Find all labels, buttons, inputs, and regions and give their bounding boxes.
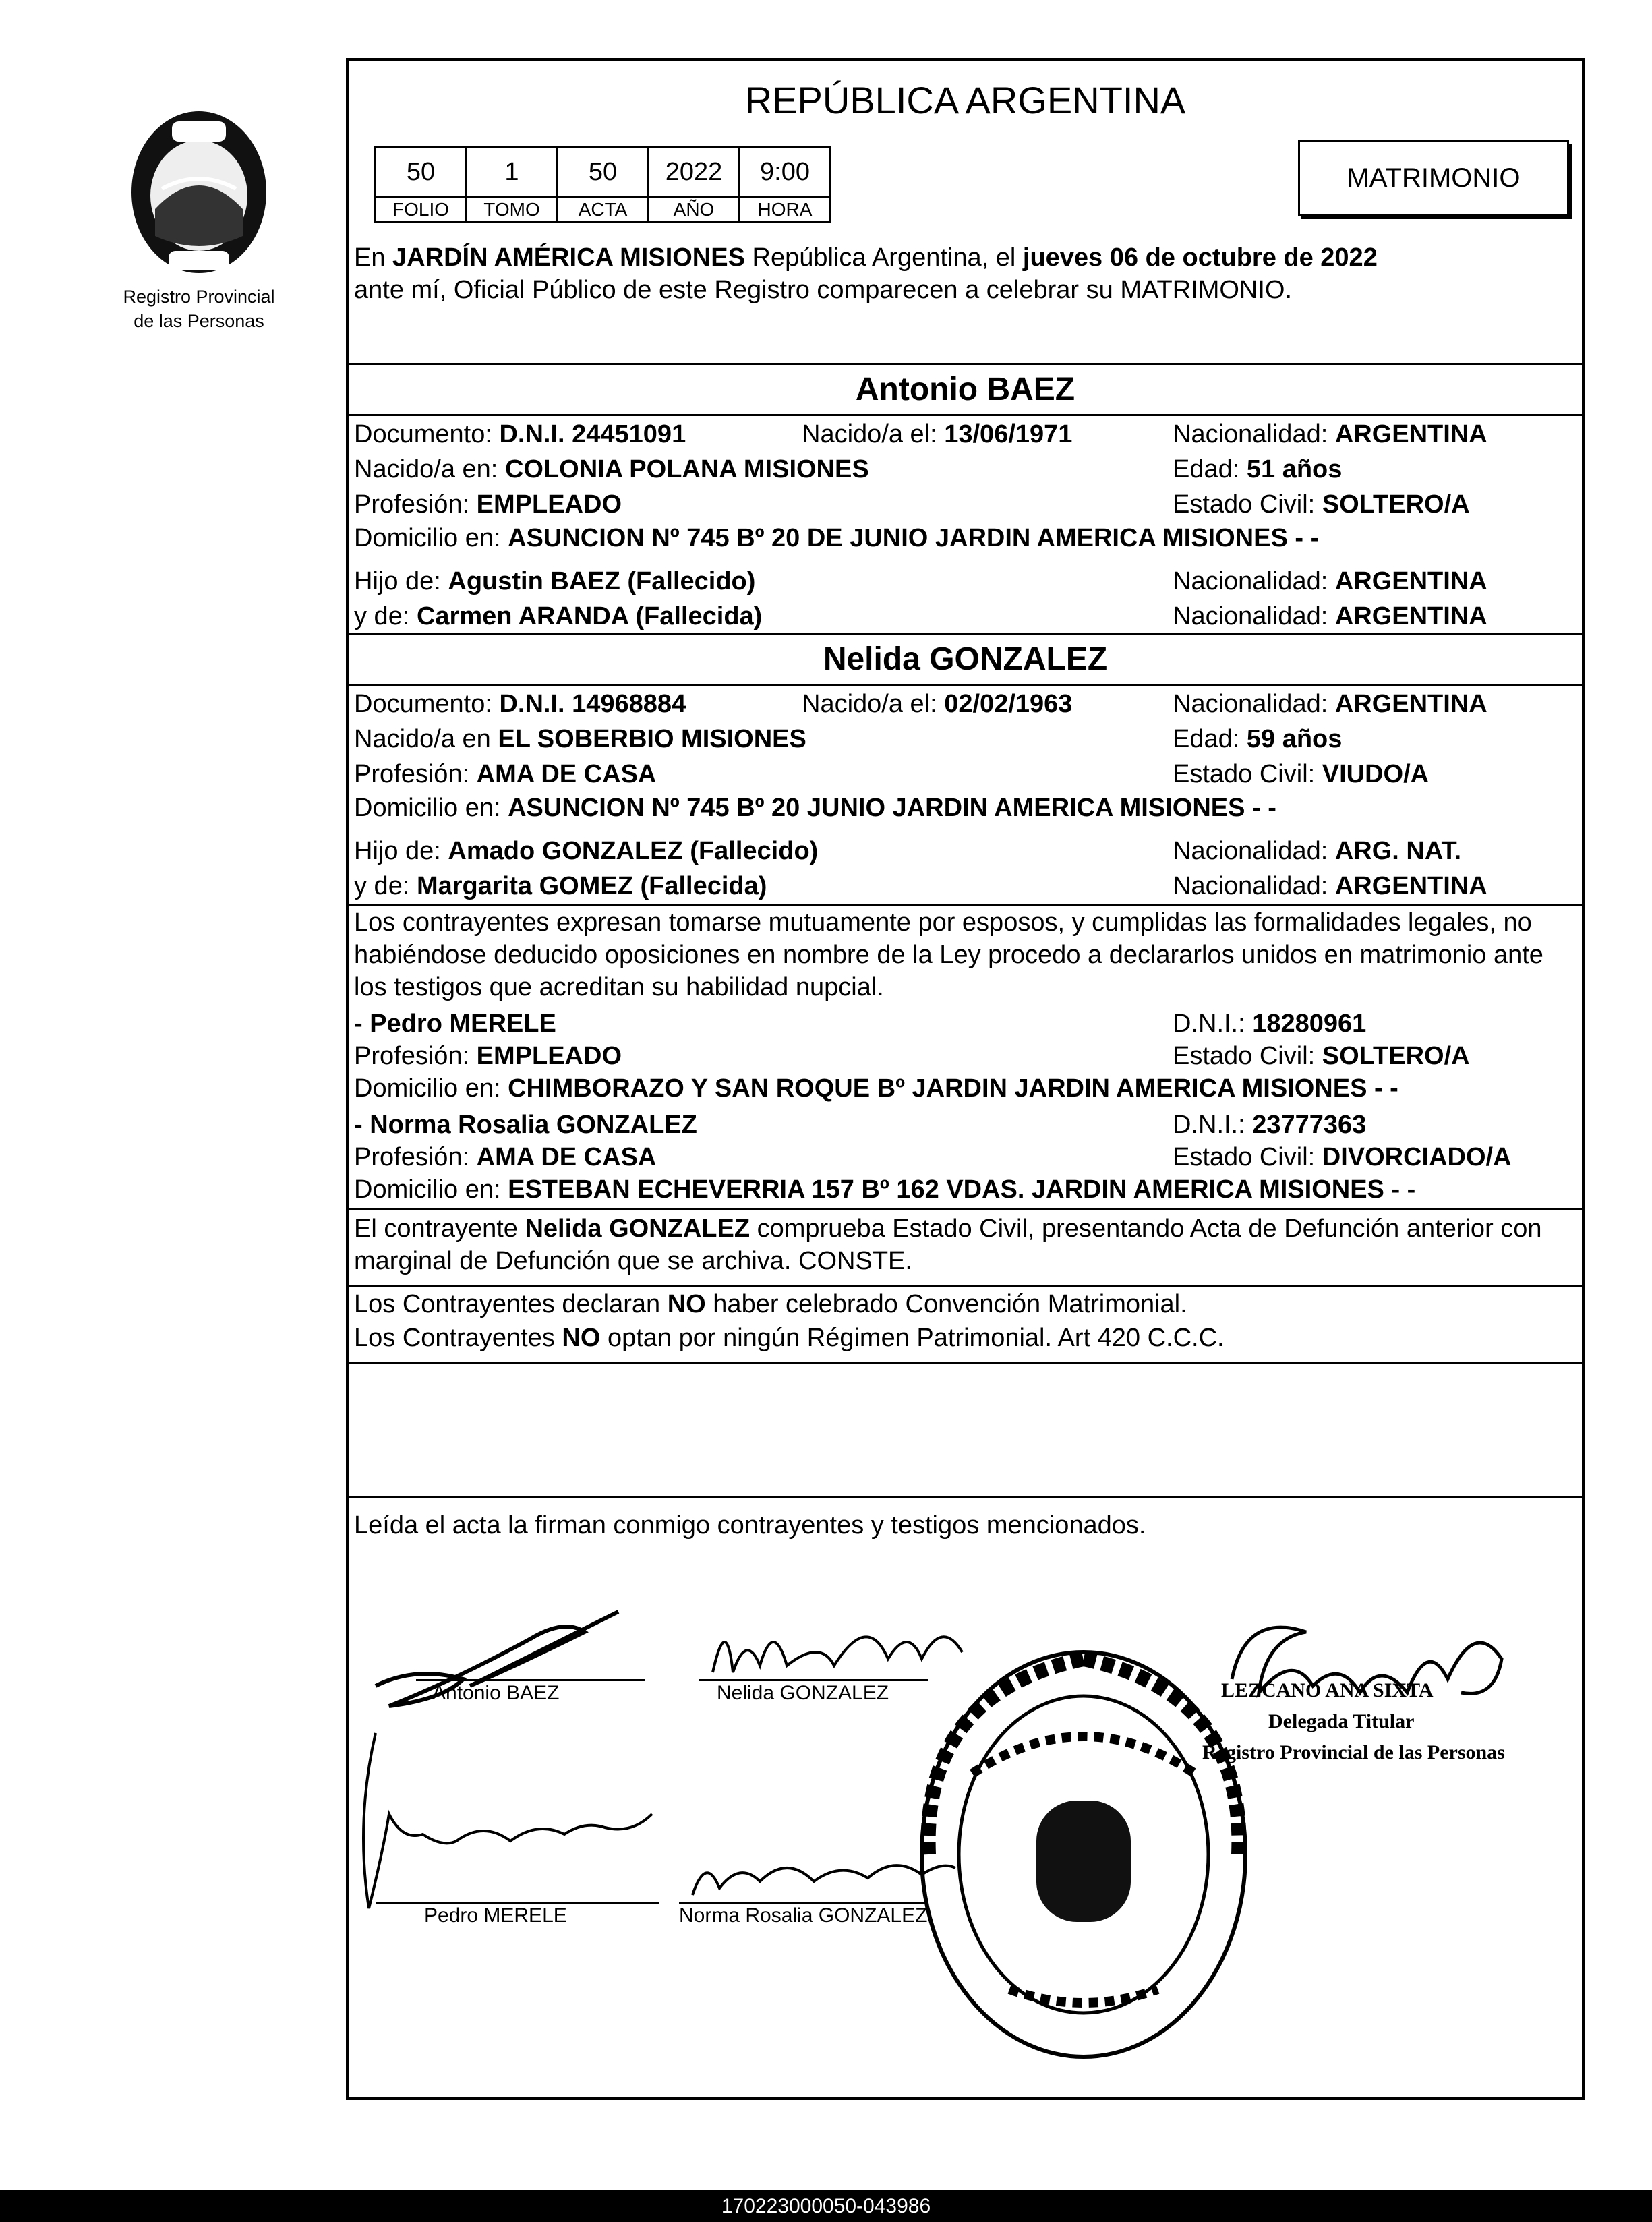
intro-mid: República Argentina, el [752, 243, 1016, 272]
signatures-intro: Leída el acta la firman conmigo contrayentes y testigos mencionados. [354, 1511, 1146, 1540]
registry-logo [101, 101, 297, 332]
spouse2-born: Nacido/a el: 02/02/1963 [802, 690, 1073, 718]
spouse2-civil: Estado Civil: VIUDO/A [1173, 760, 1429, 788]
spouse1-nat: Nacionalidad: ARGENTINA [1173, 420, 1487, 448]
spouse2-mother-nat: Nacionalidad: ARGENTINA [1173, 872, 1487, 900]
spouse1-birthplace: Nacido/a en: COLONIA POLANA MISIONES [354, 455, 869, 484]
spouse2-address: Domicilio en: ASUNCION Nº 745 Bº 20 JUNIO JARDIN AMERICA MISIONES - - [354, 794, 1276, 822]
spouse2-father-nat: Nacionalidad: ARG. NAT. [1173, 837, 1462, 865]
provincia-de-misiones-seal-icon [108, 101, 290, 283]
spouse1-father-nat: Nacionalidad: ARGENTINA [1173, 567, 1487, 595]
witness1-dni: D.N.I.: 18280961 [1173, 1010, 1367, 1038]
witness1-name: - Pedro MERELE [354, 1010, 556, 1038]
folio-label: FOLIO [376, 198, 467, 223]
signature-line [679, 1902, 928, 1904]
signature-line [376, 1902, 659, 1904]
declaration-line-1: Los contrayentes expresan tomarse mutuamente por esposos, y cumplidas las formalidades legales, no [354, 908, 1532, 937]
spouse2-nat: Nacionalidad: ARGENTINA [1173, 690, 1487, 718]
witness2-dni: D.N.I.: 23777363 [1173, 1111, 1367, 1139]
spouse1-address: Domicilio en: ASUNCION Nº 745 Bº 20 DE JUNIO JARDIN AMERICA MISIONES - - [354, 524, 1320, 552]
intro-prefix: En [354, 243, 386, 272]
folio-value: 50 [376, 147, 467, 198]
registry-table [374, 146, 831, 223]
acta-label: ACTA [558, 198, 649, 223]
spouse1-doc: Documento: D.N.I. 24451091 [354, 420, 686, 448]
divider [349, 1208, 1582, 1210]
witness2-job: Profesión: AMA DE CASA [354, 1143, 657, 1171]
official-name: LEZCANO ANA SIXTA [1221, 1679, 1434, 1701]
intro-date: jueves 06 de octubre de 2022 [1022, 243, 1378, 272]
intro-place: JARDÍN AMÉRICA MISIONES [392, 243, 745, 272]
witness1-civil: Estado Civil: SOLTERO/A [1173, 1042, 1470, 1070]
signature-line [416, 1679, 645, 1681]
divider [349, 414, 1582, 416]
spouse1-father: Hijo de: Agustin BAEZ (Fallecido) [354, 567, 756, 595]
spouse2-name: Nelida GONZALEZ [823, 641, 1108, 677]
divider [349, 684, 1582, 686]
official-organization: Registro Provincial de las Personas [1202, 1741, 1505, 1763]
acta-value: 50 [558, 147, 649, 198]
spouse2-father: Hijo de: Amado GONZALEZ (Fallecido) [354, 837, 819, 865]
page-title: REPÚBLICA ARGENTINA [744, 79, 1186, 121]
signature-caption-2: Nelida GONZALEZ [717, 1682, 889, 1704]
note-line-1: El contrayente Nelida GONZALEZ comprueba Estado Civil, presentando Acta de Defunción anterior con [354, 1215, 1542, 1243]
document-code: 170223000050-043986 [0, 2190, 1652, 2222]
tomo-value: 1 [467, 147, 558, 198]
witness2-address: Domicilio en: ESTEBAN ECHEVERRIA 157 Bº 162 VDAS. JARDIN AMERICA MISIONES - - [354, 1175, 1416, 1204]
signature-caption-1: Antonio BAEZ [432, 1682, 560, 1704]
spouse1-born: Nacido/a el: 13/06/1971 [802, 420, 1073, 448]
acta-frame [346, 58, 1585, 2100]
spouse1-job: Profesión: EMPLEADO [354, 490, 622, 519]
divider [349, 633, 1582, 635]
divider [349, 363, 1582, 365]
divider [349, 1496, 1582, 1498]
signature-pedro-merele-icon [349, 1720, 672, 1922]
convention-line-2: Los Contrayentes NO optan por ningún Régimen Patrimonial. Art 420 C.C.C. [354, 1324, 1225, 1352]
spouse1-name: Antonio BAEZ [855, 372, 1075, 407]
witness1-job: Profesión: EMPLEADO [354, 1042, 622, 1070]
witness2-name: - Norma Rosalia GONZALEZ [354, 1111, 697, 1139]
divider [349, 1362, 1582, 1364]
spouse1-civil: Estado Civil: SOLTERO/A [1173, 490, 1470, 519]
declaration-line-2: habiéndose deducido oposiciones en nombre de la Ley procedo a declararlos unidos en matrimonio ante [354, 941, 1543, 969]
divider [349, 904, 1582, 906]
official-role: Delegada Titular [1268, 1710, 1415, 1732]
spouse1-mother-nat: Nacionalidad: ARGENTINA [1173, 602, 1487, 631]
convention-line-1: Los Contrayentes declaran NO haber celebrado Convención Matrimonial. [354, 1290, 1187, 1318]
witness2-civil: Estado Civil: DIVORCIADO/A [1173, 1143, 1512, 1171]
spouse1-age: Edad: 51 años [1173, 455, 1343, 484]
spouse2-birthplace: Nacido/a en EL SOBERBIO MISIONES [354, 725, 806, 753]
spouse2-mother: y de: Margarita GOMEZ (Fallecida) [354, 872, 767, 900]
hora-label: HORA [740, 198, 831, 223]
spouse1-mother: y de: Carmen ARANDA (Fallecida) [354, 602, 763, 631]
logo-caption-2: de las Personas [134, 311, 264, 331]
signature-caption-3: Pedro MERELE [424, 1904, 567, 1927]
anio-label: AÑO [649, 198, 740, 223]
witness1-address: Domicilio en: CHIMBORAZO Y SAN ROQUE Bº JARDIN JARDIN AMERICA MISIONES - - [354, 1074, 1398, 1103]
hora-value: 9:00 [740, 147, 831, 198]
tomo-label: TOMO [467, 198, 558, 223]
spouse2-age: Edad: 59 años [1173, 725, 1343, 753]
signature-caption-4: Norma Rosalia GONZALEZ [679, 1904, 928, 1927]
document-type-box: MATRIMONIO [1298, 140, 1569, 216]
spouse2-job: Profesión: AMA DE CASA [354, 760, 657, 788]
logo-caption-1: Registro Provincial [123, 287, 275, 307]
anio-value: 2022 [649, 147, 740, 198]
note-line-2: marginal de Defunción que se archiva. CONSTE. [354, 1247, 912, 1275]
intro-line-1 [354, 243, 1378, 272]
intro-line-2: ante mí, Oficial Público de este Registro comparecen a celebrar su MATRIMONIO. [354, 276, 1293, 304]
divider [349, 1285, 1582, 1287]
declaration-line-3: los testigos que acreditan su habilidad nupcial. [354, 973, 884, 1001]
signature-line [699, 1679, 928, 1681]
spouse2-doc: Documento: D.N.I. 14968884 [354, 690, 686, 718]
